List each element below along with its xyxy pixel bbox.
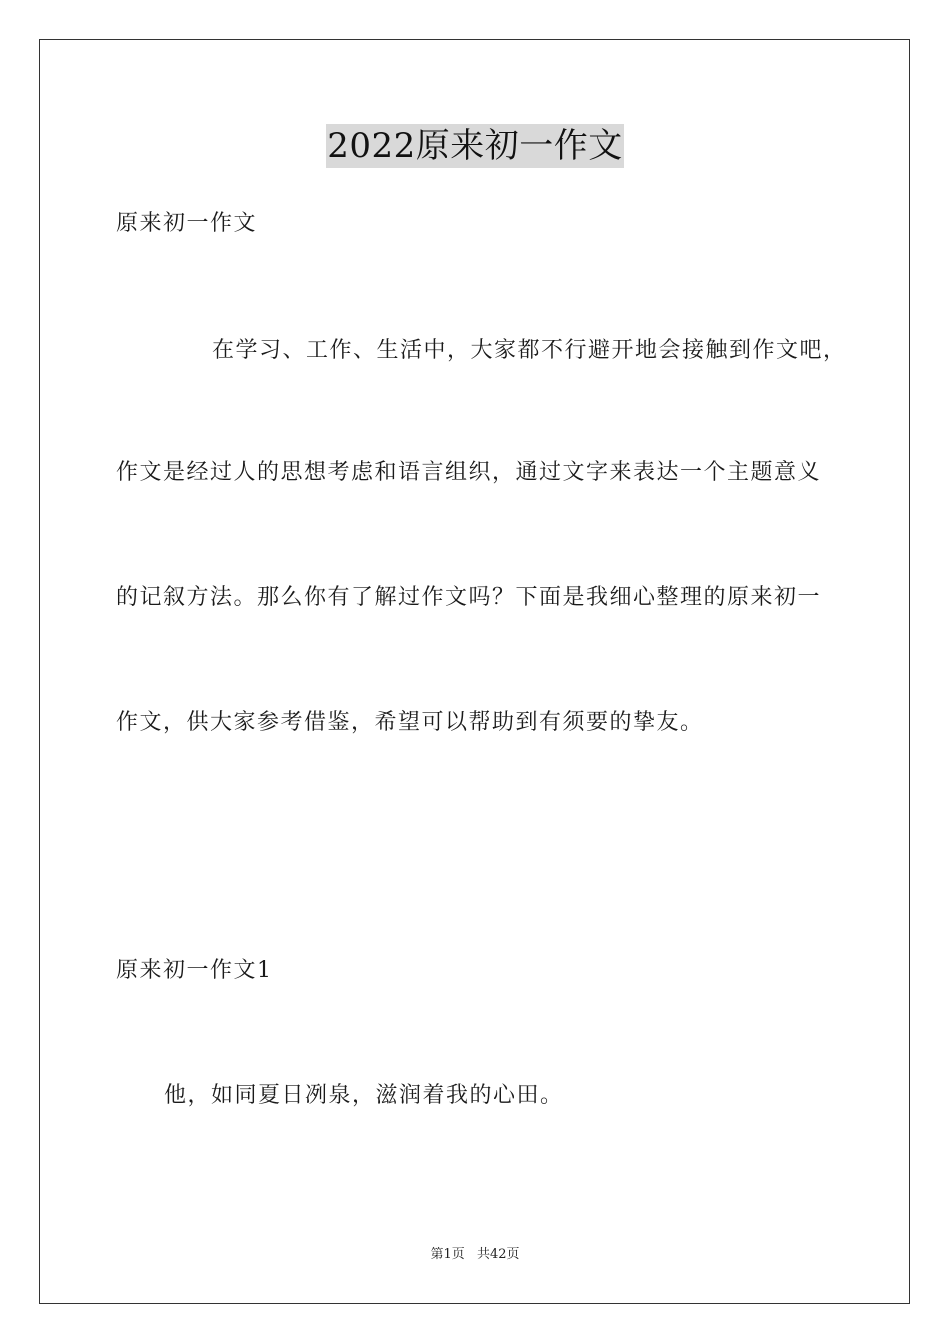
- section-first-line: 他，如同夏日冽泉，滋润着我的心田。: [164, 1083, 564, 1108]
- title-container: [0, 124, 950, 168]
- intro-line-2: 作文是经过人的思想考虑和语言组织，通过文字来表达一个主题意义: [116, 460, 822, 485]
- document-title: 2022原来初一作文: [327, 126, 623, 166]
- section-heading: 原来初一作文1: [116, 958, 273, 983]
- page-footer: [0, 1246, 950, 1264]
- page-number-total: 共42页: [476, 1247, 520, 1262]
- intro-line-1: 在学习、工作、生活中，大家都不行避开地会接触到作文吧，: [212, 338, 847, 363]
- page-number-current: 第1页: [430, 1247, 465, 1262]
- intro-line-3: 的记叙方法。那么你有了解过作文吗？下面是我细心整理的原来初一: [116, 585, 822, 610]
- document-subtitle: 原来初一作文: [116, 211, 258, 236]
- intro-line-4: 作文，供大家参考借鉴，希望可以帮助到有须要的挚友。: [116, 710, 704, 735]
